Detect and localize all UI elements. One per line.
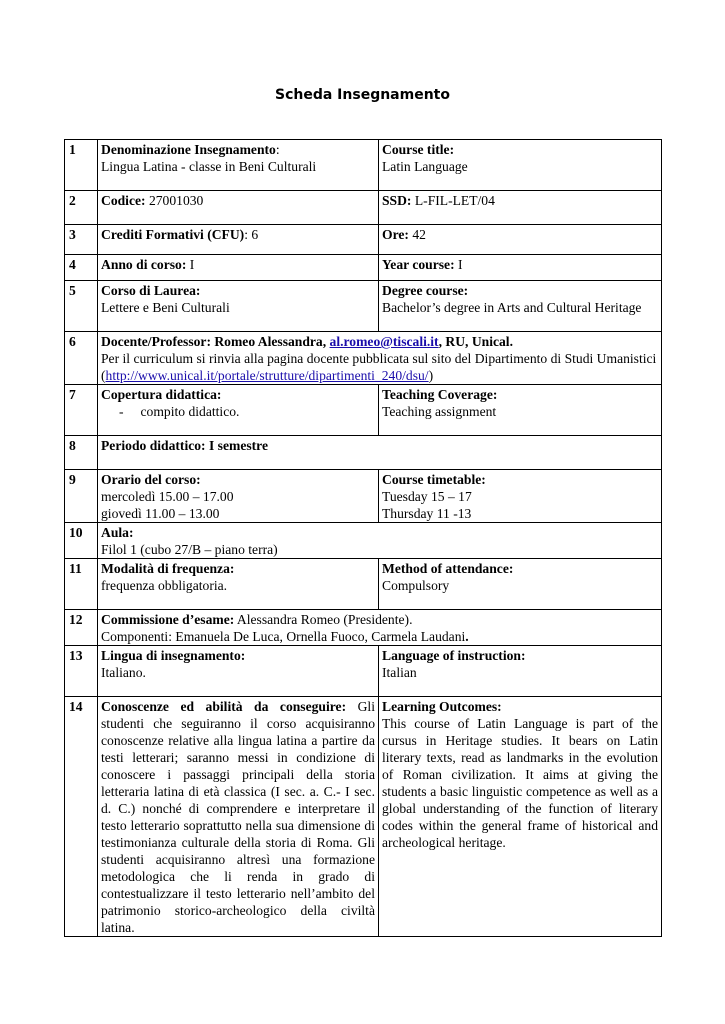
table-row [65, 385, 662, 436]
row-number: 8 [65, 436, 98, 470]
degree-label: Corso di Laurea: [101, 283, 201, 298]
exam-committee-members: Componenti: Emanuela De Luca, Ornella Fuoco, Carmela Laudani [101, 629, 466, 644]
course-name-label: Denominazione Insegnamento [101, 142, 276, 157]
ssd-cell [379, 191, 662, 225]
professor-email-link[interactable]: al.romeo@tiscali.it [329, 334, 439, 349]
code-label: Codice: [101, 193, 146, 208]
instruction-language-value: Italian [382, 665, 417, 680]
learning-outcomes-label: Learning Outcomes: [382, 699, 502, 714]
table-row [65, 140, 662, 191]
coverage-value: - compito didattico. [119, 404, 240, 419]
row-number: 3 [65, 225, 98, 255]
coverage-cell [98, 385, 379, 436]
ssd-value: L-FIL-LET/04 [414, 193, 495, 208]
learning-outcomes-text: This course of Latin Language is part of the cursus in Heritage studies. It bears on Latin literary texts, read as landmarks in the evolution of Roman civilization. It aims at giving the students a basic linguistic competence as well as a global understanding of the function of literary codes within the general frame of historical and archeological heritage. [382, 716, 658, 850]
schedule-cell [98, 470, 379, 523]
exam-committee-cell [98, 610, 662, 646]
row-number: 1 [65, 140, 98, 191]
credits-cell [98, 225, 379, 255]
exam-committee-label: Commissione d’esame: [101, 612, 235, 627]
year-label: Anno di corso: [101, 257, 187, 272]
paren-close: ) [428, 368, 434, 383]
year-course-label: Year course: [382, 257, 455, 272]
credits-value: : 6 [244, 227, 259, 242]
professor-affiliation: , RU, Unical. [438, 334, 513, 349]
language-value: Italiano. [101, 665, 146, 680]
members-period: . [465, 629, 469, 644]
attendance-method-cell [379, 559, 662, 610]
schedule-line-1: mercoledì 15.00 – 17.00 [101, 489, 234, 504]
schedule-label: Orario del corso: [101, 472, 201, 487]
page-title: Scheda Insegnamento [275, 87, 450, 103]
ssd-label: SSD: [382, 193, 412, 208]
credits-label: Crediti Formativi (CFU) [101, 227, 245, 242]
classroom-cell [98, 523, 662, 559]
classroom-label: Aula: [101, 525, 134, 540]
degree-value: Lettere e Beni Culturali [101, 300, 230, 315]
skills-label: Conoscenze ed abilità da conseguire: [101, 699, 347, 714]
department-url-link[interactable]: http://www.unical.it/portale/strutture/dipartimenti_240/dsu/ [105, 368, 429, 383]
degree-course-value: Bachelor’s degree in Arts and Cultural Heritage [382, 300, 642, 315]
row-number: 12 [65, 610, 98, 646]
table-row [65, 697, 662, 937]
row-number: 4 [65, 255, 98, 281]
coverage-label: Copertura didattica: [101, 387, 222, 402]
row-number: 14 [65, 697, 98, 937]
row-number: 2 [65, 191, 98, 225]
exam-committee-president: Alessandra Romeo (Presidente). [234, 612, 413, 627]
row-number: 6 [65, 332, 98, 385]
table-row [65, 436, 662, 470]
curriculum-text: Per il curriculum si rinvia alla pagina docente pubblicata sul sito del Dipartimento di Studi Umanistici ( [101, 351, 657, 383]
table-row [65, 559, 662, 610]
skills-text: Gli studenti che seguiranno il corso acquisiranno conoscenze relative alla lingua latina a partire da testi letterari; saranno messi in condizione di conoscere i passaggi principali della storia letteraria latina di età classica (I sec. a. C.- I sec. d. C.) nonché di comprendere e interpretare il testo letterario soprattutto nella sua dimensione di testimonianza culturale della storia di Roma. Gli studenti acquisiranno altresì una formazione metodologica che li renda in grado di contestualizzare il testo letterario nell’ambito del patrimonio storico-archeologico della civiltà latina. [101, 699, 375, 935]
course-name-value: Lingua Latina - classe in Beni Culturali [101, 159, 317, 174]
table-row [65, 646, 662, 697]
skills-cell [98, 697, 379, 937]
table-row [65, 470, 662, 523]
code-value: 27001030 [148, 193, 204, 208]
attendance-label: Modalità di frequenza: [101, 561, 235, 576]
table-row [65, 523, 662, 559]
year-course-value: I [458, 257, 463, 272]
course-title-cell [379, 140, 662, 191]
table-row [65, 332, 662, 385]
timetable-cell [379, 470, 662, 523]
learning-outcomes-cell [379, 697, 662, 937]
timetable-label: Course timetable: [382, 472, 486, 487]
row-number: 9 [65, 470, 98, 523]
teaching-coverage-value: Teaching assignment [382, 404, 497, 419]
year-course-cell [379, 255, 662, 281]
year-cell [98, 255, 379, 281]
period-cell [98, 436, 662, 470]
row-number: 13 [65, 646, 98, 697]
table-row [65, 191, 662, 225]
attendance-method-label: Method of attendance: [382, 561, 514, 576]
hours-label: Ore: [382, 227, 409, 242]
degree-cell [98, 281, 379, 332]
professor-cell [98, 332, 662, 385]
table-row [65, 281, 662, 332]
teaching-coverage-cell [379, 385, 662, 436]
professor-label: Docente/Professor: Romeo Alessandra, [101, 334, 327, 349]
degree-course-label: Degree course: [382, 283, 469, 298]
hours-cell [379, 225, 662, 255]
year-value: I [189, 257, 195, 272]
attendance-method-value: Compulsory [382, 578, 450, 593]
table-row [65, 225, 662, 255]
colon: : [275, 142, 280, 157]
classroom-value: Filol 1 (cubo 27/B – piano terra) [101, 542, 278, 557]
row-number: 10 [65, 523, 98, 559]
language-cell [98, 646, 379, 697]
timetable-line-1: Tuesday 15 – 17 [382, 489, 472, 504]
hours-value: 42 [412, 227, 426, 242]
attendance-value: frequenza obbligatoria. [101, 578, 228, 593]
schedule-line-2: giovedì 11.00 – 13.00 [101, 506, 220, 521]
language-label: Lingua di insegnamento: [101, 648, 246, 663]
degree-course-cell [379, 281, 662, 332]
instruction-language-cell [379, 646, 662, 697]
row-number: 5 [65, 281, 98, 332]
course-name-cell [98, 140, 379, 191]
attendance-cell [98, 559, 379, 610]
period-label: Periodo didattico: I semestre [101, 438, 268, 453]
course-title-label: Course title: [382, 142, 455, 157]
table-row [65, 610, 662, 646]
teaching-coverage-label: Teaching Coverage: [382, 387, 498, 402]
timetable-line-2: Thursday 11 -13 [382, 506, 472, 521]
course-title-value: Latin Language [382, 159, 468, 174]
instruction-language-label: Language of instruction: [382, 648, 526, 663]
course-info-table [64, 139, 662, 937]
row-number: 11 [65, 559, 98, 610]
row-number: 7 [65, 385, 98, 436]
table-row [65, 255, 662, 281]
code-cell [98, 191, 379, 225]
